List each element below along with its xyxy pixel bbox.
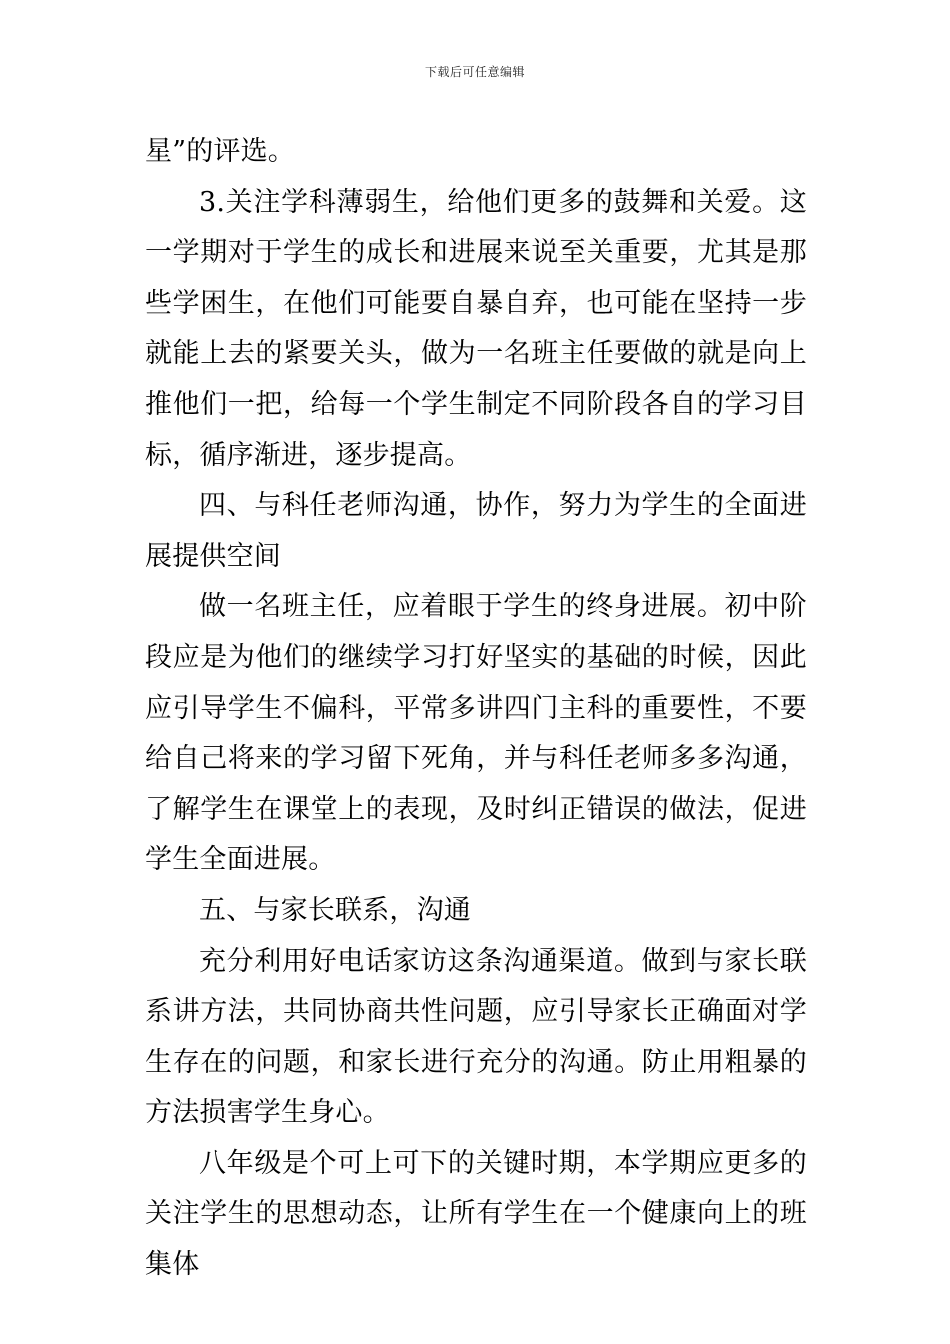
- section-heading-5: 五、与家长联系，沟通: [199, 894, 471, 926]
- paragraph-section-4: 做一名班主任，应着眼于学生的终身进展。初中阶段应是为他们的继续学习打好坚实的基础的时候，因此应引导学生不偏科，平常多讲四门主科的重要性，不要给自己将来的学习留下死角，并与科任老师多多沟通，了解学生在课堂上的表现，及时纠正错误的做法，促进学生全面进展。: [145, 591, 807, 876]
- page-header: 下载后可任意编辑: [424, 65, 525, 79]
- paragraph-continuation: 星”的评选。: [145, 136, 296, 167]
- paragraph-section-5: 充分利用好电话家访这条沟通渠道。做到与家长联系讲方法，共同协商共性问题，应引导家长正确面对学生存在的问题，和家长进行充分的沟通。防止用粗暴的方法损害学生身心。: [145, 945, 807, 1129]
- section-heading-4: 四、与科任老师沟通，协作，努力为学生的全面进展提供空间: [145, 490, 807, 572]
- document-body: [145, 127, 807, 1291]
- paragraph-closing: 八年级是个可上可下的关键时期，本学期应更多的关注学生的思想动态，让所有学生在一个健康向上的班集体: [145, 1147, 807, 1281]
- paragraph-item-3: 3.关注学科薄弱生，给他们更多的鼓舞和关爱。这一学期对于学生的成长和进展来说至关重要，尤其是那些学困生，在他们可能要自暴自弃，也可能在坚持一步就能上去的紧要关头，做为一名班主任要做的就是向上推他们一把，给每一个学生制定不同阶段各自的学习目标，循序渐进，逐步提高。: [145, 186, 807, 471]
